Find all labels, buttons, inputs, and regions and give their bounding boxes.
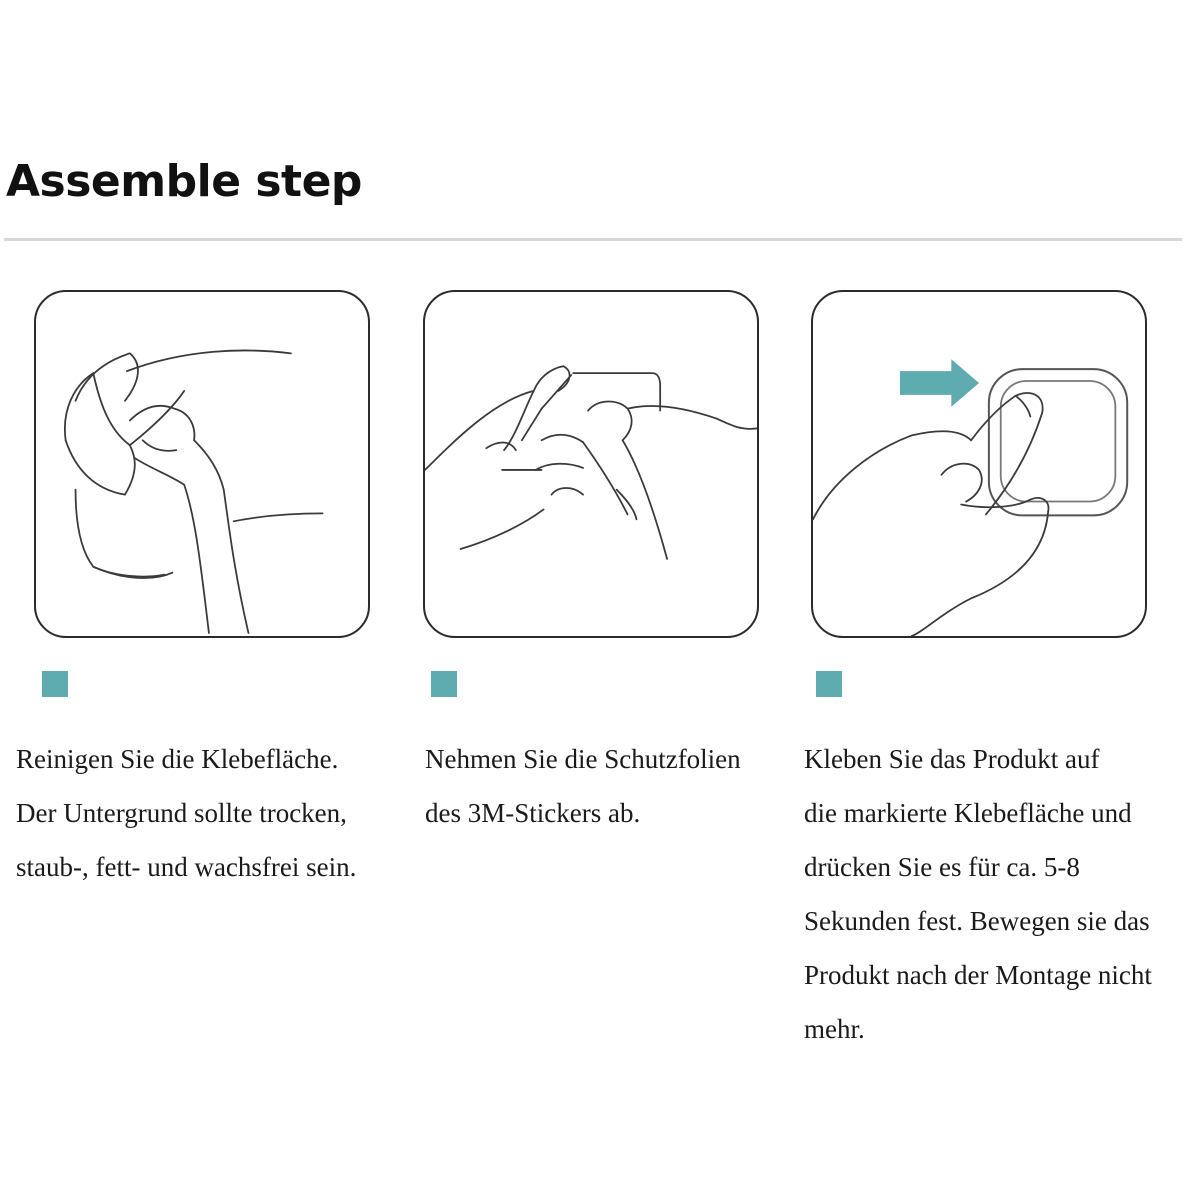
step-2-description (425, 732, 741, 840)
arrow-right-icon (900, 359, 979, 406)
step-2-marker (431, 671, 457, 697)
step-1-line: Reinigen Sie die Klebefläche. (16, 744, 339, 774)
step-1-line: Der Untergrund sollte trocken, (16, 798, 347, 828)
step-2-line: des 3M-Stickers ab. (425, 798, 641, 828)
step-3-line: Produkt nach der Montage nicht (804, 960, 1152, 990)
step-1-line: staub-, fett- und wachsfrei sein. (16, 852, 357, 882)
title-divider (4, 238, 1182, 241)
step-3-line: die markierte Klebefläche und (804, 798, 1132, 828)
step-2-line: Nehmen Sie die Schutzfolien (425, 744, 741, 774)
step-1-marker (42, 671, 68, 697)
step-3-line: Sekunden fest. Bewegen sie das (804, 906, 1150, 936)
page-title: Assemble step (6, 156, 362, 207)
step-3-line: Kleben Sie das Produkt auf (804, 744, 1100, 774)
step-3-marker (816, 671, 842, 697)
step-3-line: drücken Sie es für ca. 5-8 (804, 852, 1080, 882)
step-2-illustration (423, 290, 759, 638)
step-3-illustration (811, 290, 1147, 638)
step-3-line: mehr. (804, 1014, 865, 1044)
step-1-description (16, 732, 356, 894)
step-1-illustration (34, 290, 370, 638)
step-3-description (804, 732, 1152, 1056)
